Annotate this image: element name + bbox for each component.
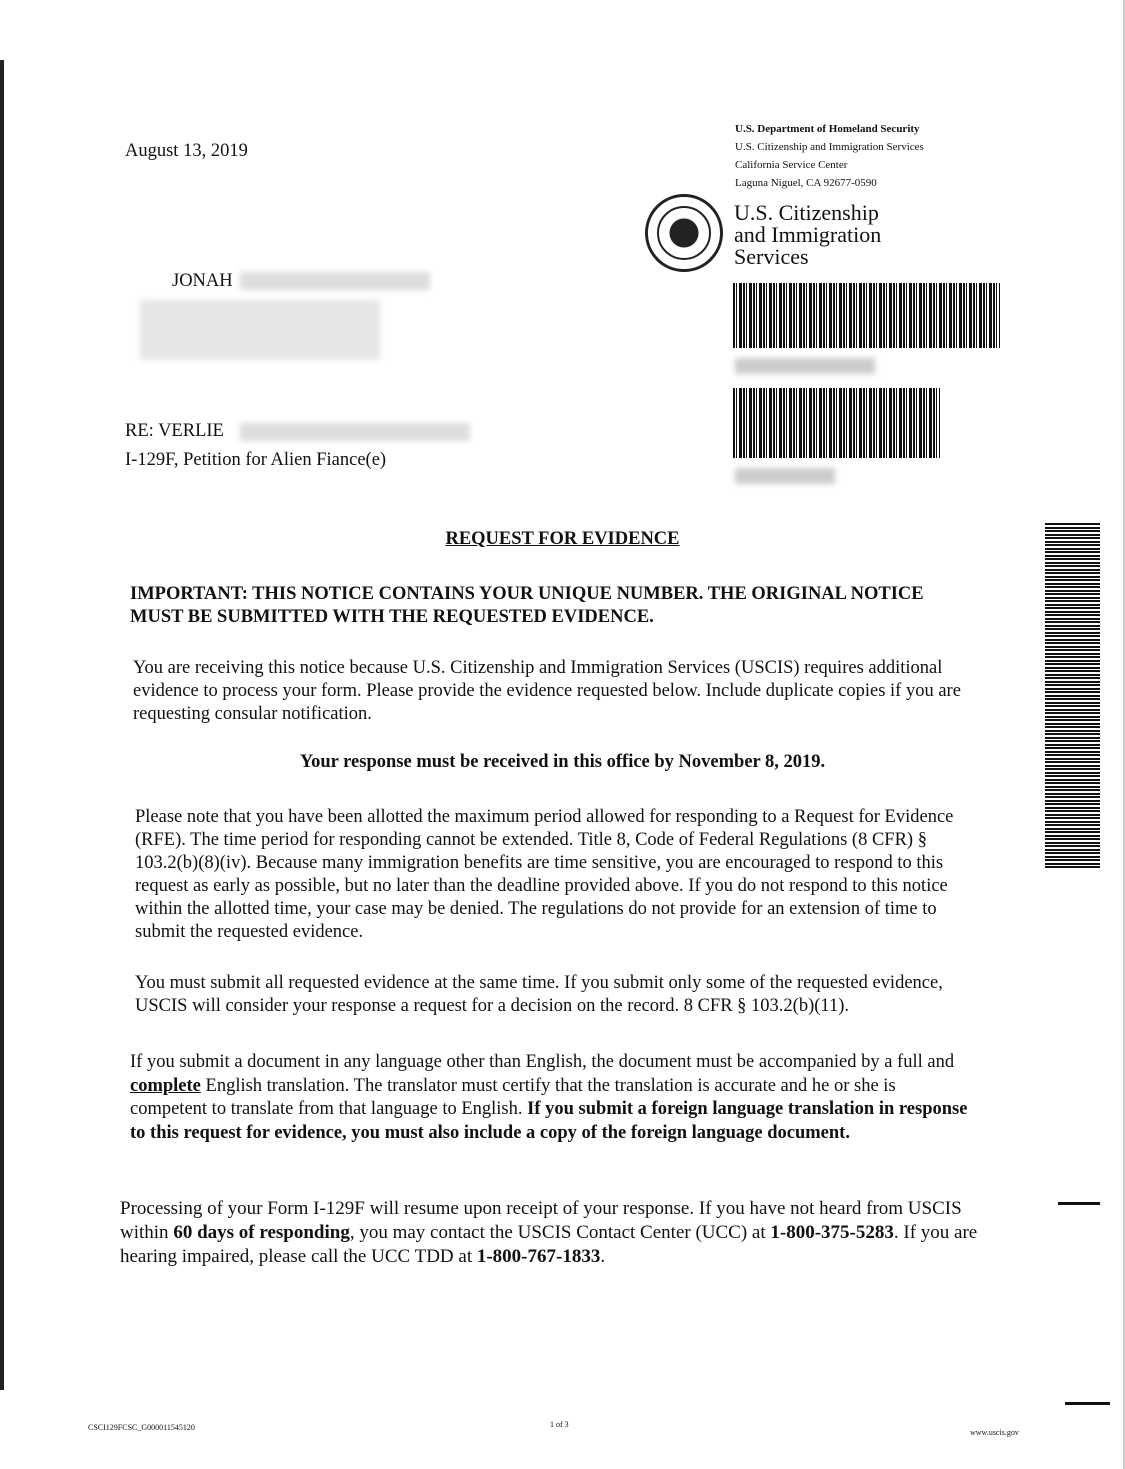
logo-line-3: Services [734, 244, 809, 269]
footer-form-code: CSCI129FCSC_G000011545120 [88, 1423, 195, 1432]
letter-date: August 13, 2019 [125, 141, 248, 161]
agency-address [735, 120, 924, 192]
processing-text-2: , you may contact the USCIS Contact Center (UCC) at [349, 1222, 771, 1243]
foreign-document-requirement: If you submit a foreign language translation in response to this request for evidence, you must also include a copy of the foreign language document. [130, 1099, 968, 1143]
complete-emphasis: complete [130, 1075, 201, 1096]
paragraph-intro: You are receiving this notice because U.S. Citizenship and Immigration Services (USCIS) requires additional evidence to process your form. Please provide the evidence requested below. Include duplicate copies if you are requesting consular notification. [133, 658, 961, 724]
processing-text: Processing of your Form I-129F will resume upon receipt of your response. If you have not heard from USCIS within [120, 1198, 962, 1243]
barcode-1 [733, 283, 1000, 348]
redacted-name [240, 272, 430, 290]
footer-website: www.uscis.gov [970, 1428, 1019, 1437]
redacted-number-1 [735, 358, 875, 374]
processing-text-3: . If you are hearing impaired, please call the UCC TDD at [120, 1222, 978, 1267]
agency-line-2: U.S. Citizenship and Immigration Services [735, 141, 924, 153]
tdd-phone: 1-800-767-1833 [476, 1246, 601, 1267]
barcode-2 [733, 388, 940, 458]
paragraph-rfe-period: Please note that you have been allotted the maximum period allowed for responding to a Request for Evidence (RFE). The time period for responding cannot be extended. Title 8, Code of Federal Regulations (8 CFR) § 103.2(b)(8)(iv). Because many immigration benefits are time sensitive, you are encouraged to respond to this request as early as possible, but no later than the deadline provided above. If you do not respond to this notice within the allotted time, your case may be denied. The regulations do not provide for an extension of time to submit the requested evidence. [135, 807, 954, 942]
dhs-seal-icon [645, 194, 723, 272]
re-line-2: I-129F, Petition for Alien Fiance(e) [125, 450, 387, 470]
processing-text-end: . [600, 1246, 606, 1267]
translation-text: If you submit a document in any language other than English, the document must be accompanied by a full and [130, 1052, 955, 1072]
translation-text-2: English translation. The translator must certify that the translation is accurate and he or she is competent to translate from that language to English. [130, 1075, 896, 1119]
redacted-number-2 [735, 468, 835, 484]
paragraph-submit-all: You must submit all requested evidence at the same time. If you submit only some of the requested evidence, USCIS will consider your response a request for a decision on the record. 8 CFR § 103.2(b)(11). [135, 973, 943, 1016]
re-line-1: RE: VERLIE [125, 421, 224, 441]
uscis-logo-text [734, 202, 881, 268]
important-notice: IMPORTANT: THIS NOTICE CONTAINS YOUR UNIQUE NUMBER. THE ORIGINAL NOTICE MUST BE SUBMITTED WITH THE REQUESTED EVIDENCE. [130, 584, 924, 627]
agency-line-4: Laguna Niguel, CA 92677-0590 [735, 177, 877, 189]
redacted-beneficiary [240, 423, 470, 441]
footer-page-number: 1 of 3 [550, 1420, 569, 1429]
recipient-name: JONAH [172, 271, 233, 291]
agency-line-3: California Service Center [735, 159, 848, 171]
notice-title: REQUEST FOR EVIDENCE [445, 529, 680, 549]
margin-mark-1 [1058, 1202, 1100, 1205]
logo-line-1: U.S. Citizenship [734, 200, 879, 225]
sixty-days: 60 days of responding [173, 1222, 350, 1243]
redacted-address [140, 300, 380, 360]
margin-mark-2 [1065, 1402, 1110, 1405]
agency-line-1: U.S. Department of Homeland Security [735, 123, 920, 135]
paragraph-processing [120, 1197, 990, 1269]
response-deadline: Your response must be received in this office by November 8, 2019. [299, 752, 826, 772]
vertical-barcode [1045, 523, 1100, 868]
logo-line-2: and Immigration [734, 222, 882, 247]
paragraph-translation [130, 1051, 970, 1145]
scan-edge [0, 60, 4, 1390]
ucc-phone: 1-800-375-5283 [770, 1222, 894, 1243]
